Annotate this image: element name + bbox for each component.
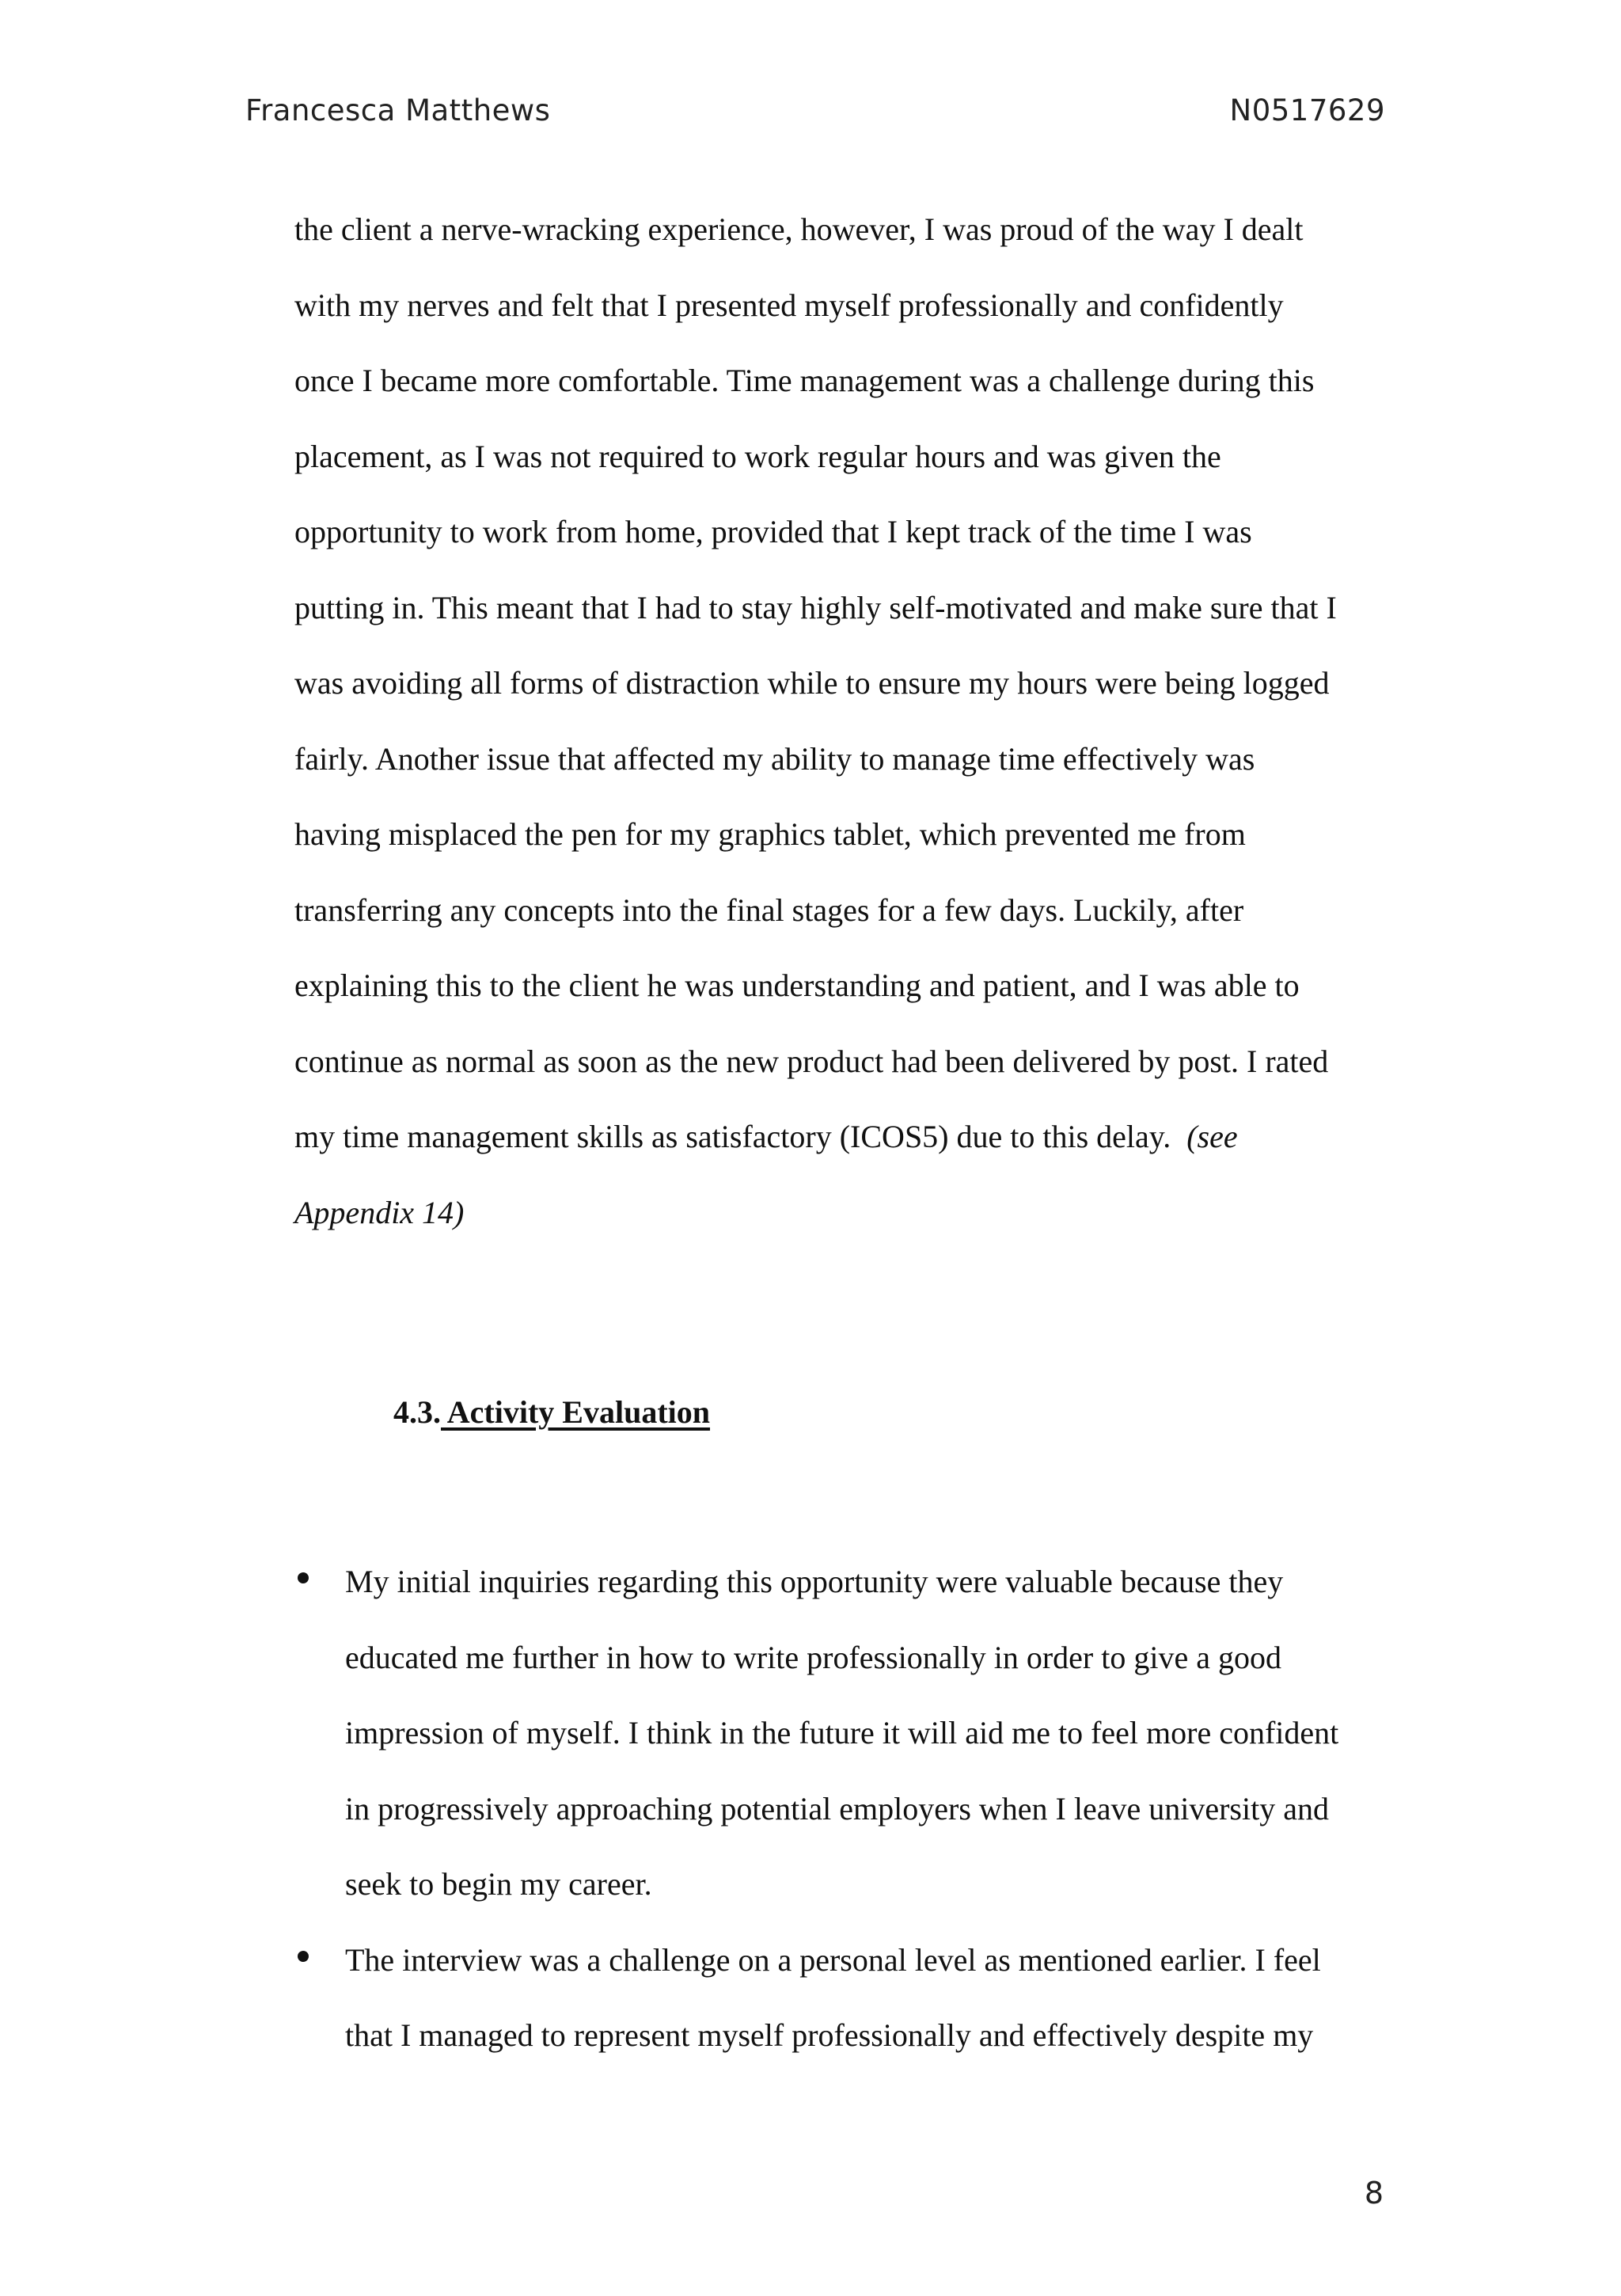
appendix-reference: Appendix 14) <box>294 1194 465 1230</box>
paragraph-line: fairly. Another issue that affected my ability to manage time effectively was <box>294 740 1255 777</box>
header-student-id: N0517629 <box>1229 93 1385 127</box>
list-item <box>294 1922 1403 2074</box>
bullet-line: that I managed to represent myself professionally and effectively despite my <box>345 2017 1314 2053</box>
bullet-icon <box>298 1951 309 1962</box>
paragraph-line: putting in. This meant that I had to stay highly self-motivated and make sure that I <box>294 589 1337 625</box>
appendix-reference: (see <box>1186 1119 1238 1154</box>
bullet-line: in progressively approaching potential employers when I leave university and <box>345 1790 1329 1827</box>
section-heading <box>393 1393 710 1431</box>
paragraph-line: having misplaced the pen for my graphics tablet, which prevented me from <box>294 816 1246 852</box>
bullet-icon <box>298 1572 309 1583</box>
bullet-line: My initial inquiries regarding this opportunity were valuable because they <box>345 1564 1284 1599</box>
bullet-line: educated me further in how to write professionally in order to give a good <box>345 1639 1281 1675</box>
bullet-line: The interview was a challenge on a personal level as mentioned earlier. I feel <box>345 1941 1321 1978</box>
list-item <box>294 1544 1403 1922</box>
page-number: 8 <box>1364 2176 1384 2210</box>
paragraph-line: placement, as I was not required to work regular hours and was given the <box>294 438 1221 474</box>
body-paragraph <box>294 192 1387 1250</box>
bullet-line: impression of myself. I think in the future it will aid me to feel more confident <box>345 1715 1339 1751</box>
section-number: 4.3. <box>393 1394 441 1430</box>
paragraph-line: transferring any concepts into the final stages for a few days. Luckily, after <box>294 891 1244 928</box>
paragraph-line-with-ref <box>294 1099 1387 1175</box>
section-title: Activity Evaluation <box>441 1394 711 1430</box>
paragraph-line: once I became more comfortable. Time management was a challenge during this <box>294 363 1315 398</box>
paragraph-line: with my nerves and felt that I presented myself professionally and confidently <box>294 287 1284 323</box>
paragraph-line: the client a nerve-wracking experience, however, I was proud of the way I dealt <box>294 211 1304 247</box>
paragraph-line: my time management skills as satisfactory (ICOS5) due to this delay. <box>294 1119 1171 1154</box>
bullet-list <box>294 1544 1403 2074</box>
bullet-line: seek to begin my career. <box>345 1866 652 1902</box>
paragraph-line: was avoiding all forms of distraction while to ensure my hours were being logged <box>294 665 1330 701</box>
paragraph-line: continue as normal as soon as the new product had been delivered by post. I rated <box>294 1043 1329 1079</box>
paragraph-line: opportunity to work from home, provided that I kept track of the time I was <box>294 514 1252 549</box>
paragraph-line: explaining this to the client he was understanding and patient, and I was able to <box>294 967 1300 1003</box>
header-author: Francesca Matthews <box>245 93 551 127</box>
